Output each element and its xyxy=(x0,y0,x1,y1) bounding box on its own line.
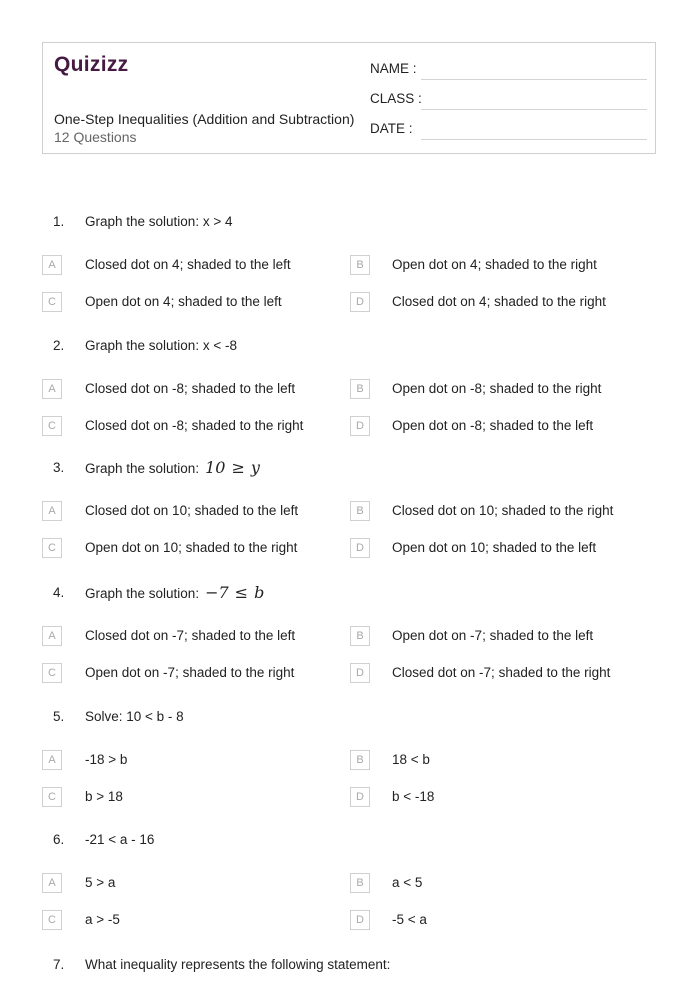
option-letter-box[interactable]: C xyxy=(42,292,62,312)
question-number: 7. xyxy=(53,957,65,972)
option-text: Open dot on 10; shaded to the left xyxy=(392,540,597,555)
option-letter-box[interactable]: C xyxy=(42,663,62,683)
option-letter-box[interactable]: D xyxy=(350,787,370,807)
option-letter-box[interactable]: B xyxy=(350,626,370,646)
option-letter-box[interactable]: B xyxy=(350,501,370,521)
option-text: Closed dot on 4; shaded to the right xyxy=(392,294,606,309)
option-letter-box[interactable]: C xyxy=(42,538,62,558)
option-text: Open dot on -7; shaded to the left xyxy=(392,628,594,643)
question-number: 4. xyxy=(53,585,65,600)
math-left: −7 xyxy=(205,583,229,602)
math-op: ≤ xyxy=(234,583,249,602)
option-letter-box[interactable]: D xyxy=(350,538,370,558)
date-label: DATE : xyxy=(370,121,413,136)
question-prompt: Graph the solution: x > 4 xyxy=(85,214,233,229)
option-letter-box[interactable]: A xyxy=(42,255,62,275)
option-letter-box[interactable]: D xyxy=(350,416,370,436)
name-field[interactable] xyxy=(421,79,647,80)
option-letter-box[interactable]: C xyxy=(42,787,62,807)
worksheet-title: One-Step Inequalities (Addition and Subtraction) xyxy=(54,111,355,127)
question-prompt: What inequality represents the following statement: xyxy=(85,957,391,972)
option-letter-box[interactable]: D xyxy=(350,663,370,683)
worksheet-header xyxy=(42,42,656,154)
option-text: 5 > a xyxy=(85,875,116,890)
option-text: b > 18 xyxy=(85,789,123,804)
option-letter-box[interactable]: B xyxy=(350,379,370,399)
question-number: 6. xyxy=(53,832,65,847)
option-text: Open dot on 4; shaded to the left xyxy=(85,294,282,309)
math-right: y xyxy=(250,458,260,477)
question-text xyxy=(85,957,390,972)
question-number: 1. xyxy=(53,214,65,229)
option-letter-box[interactable]: A xyxy=(42,750,62,770)
question-text xyxy=(85,583,264,602)
option-text: Open dot on 4; shaded to the right xyxy=(392,257,597,272)
option-letter-box[interactable]: B xyxy=(350,750,370,770)
class-label: CLASS : xyxy=(370,91,422,106)
option-text: Closed dot on 10; shaded to the left xyxy=(85,503,299,518)
option-letter-box[interactable]: C xyxy=(42,416,62,436)
question-number: 3. xyxy=(53,460,65,475)
option-letter-box[interactable]: D xyxy=(350,910,370,930)
name-label: NAME : xyxy=(370,61,417,76)
option-letter-box[interactable]: A xyxy=(42,501,62,521)
option-text: -5 < a xyxy=(392,912,427,927)
question-prompt: Graph the solution: xyxy=(85,461,200,476)
question-text xyxy=(85,832,154,847)
option-text: b < -18 xyxy=(392,789,435,804)
question-count: 12 Questions xyxy=(54,129,137,145)
quizizz-logo: Quizizz xyxy=(54,53,129,76)
math-op: ≥ xyxy=(231,458,245,477)
option-text: Closed dot on -7; shaded to the left xyxy=(85,628,296,643)
option-text: Closed dot on -8; shaded to the left xyxy=(85,381,296,396)
option-text: Closed dot on 4; shaded to the left xyxy=(85,257,291,272)
option-text: Closed dot on -7; shaded to the right xyxy=(392,665,611,680)
option-text: Open dot on -8; shaded to the left xyxy=(392,418,594,433)
option-letter-box[interactable]: C xyxy=(42,910,62,930)
option-letter-box[interactable]: A xyxy=(42,626,62,646)
date-field[interactable] xyxy=(421,139,647,140)
math-expression xyxy=(205,583,264,602)
question-text xyxy=(85,214,232,229)
math-right: b xyxy=(254,583,265,602)
option-text: Closed dot on -8; shaded to the right xyxy=(85,418,304,433)
math-expression xyxy=(205,458,260,477)
question-text xyxy=(85,338,237,353)
question-text xyxy=(85,458,260,477)
question-number: 5. xyxy=(53,709,65,724)
option-text: Open dot on -7; shaded to the right xyxy=(85,665,295,680)
option-letter-box[interactable]: A xyxy=(42,379,62,399)
question-number: 2. xyxy=(53,338,65,353)
option-letter-box[interactable]: D xyxy=(350,292,370,312)
option-text: Closed dot on 10; shaded to the right xyxy=(392,503,614,518)
option-text: Open dot on 10; shaded to the right xyxy=(85,540,298,555)
option-text: a < 5 xyxy=(392,875,423,890)
option-text: a > -5 xyxy=(85,912,120,927)
question-prompt: -21 < a - 16 xyxy=(85,832,155,847)
question-prompt: Solve: 10 < b - 8 xyxy=(85,709,184,724)
option-letter-box[interactable]: B xyxy=(350,873,370,893)
question-prompt: Graph the solution: xyxy=(85,586,200,601)
question-text xyxy=(85,709,184,724)
option-text: 18 < b xyxy=(392,752,430,767)
option-text: -18 > b xyxy=(85,752,128,767)
math-left: 10 xyxy=(205,458,226,477)
option-letter-box[interactable]: B xyxy=(350,255,370,275)
class-field[interactable] xyxy=(421,109,647,110)
option-text: Open dot on -8; shaded to the right xyxy=(392,381,602,396)
option-letter-box[interactable]: A xyxy=(42,873,62,893)
question-prompt: Graph the solution: x < -8 xyxy=(85,338,237,353)
